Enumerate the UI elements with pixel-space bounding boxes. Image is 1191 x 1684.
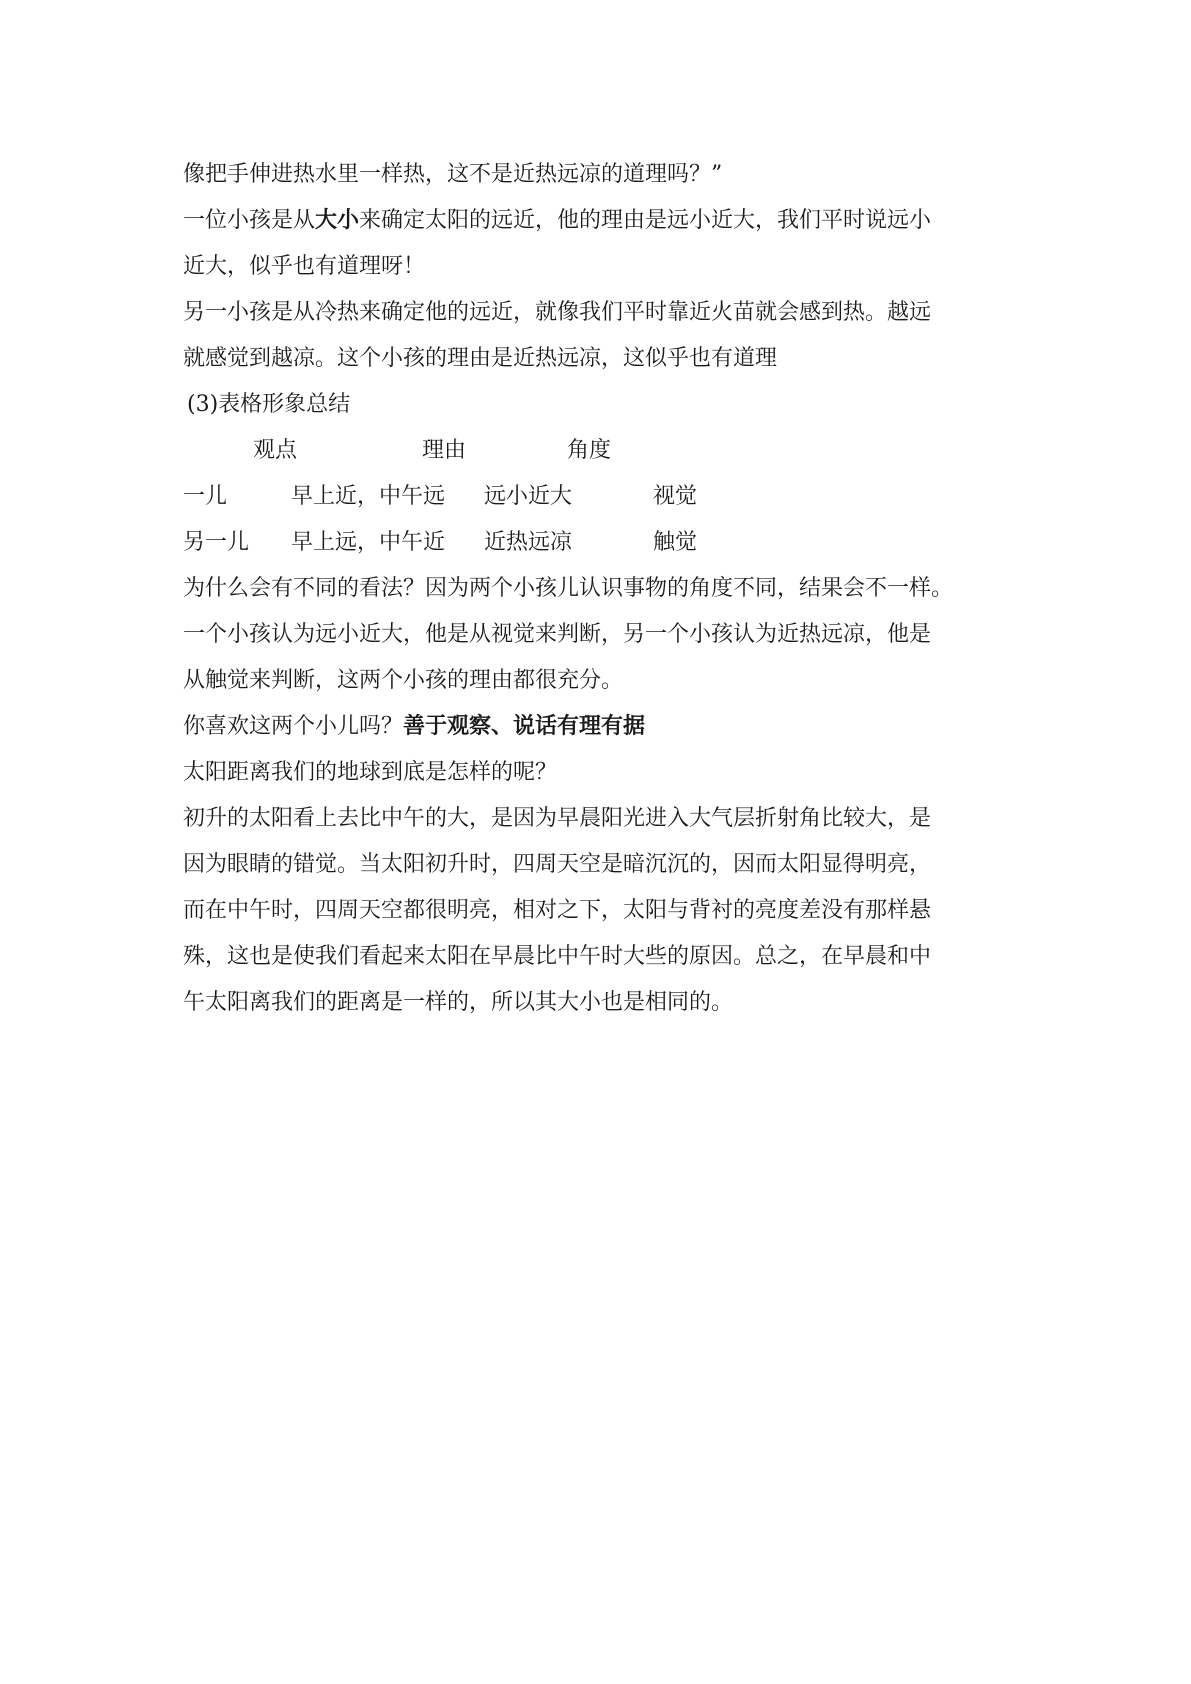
- paragraph-line: 因为眼睛的错觉。当太阳初升时，四周天空是暗沉沉的，因而太阳显得明亮，: [183, 852, 932, 877]
- table-cell: 一儿: [183, 484, 228, 509]
- table-cell: 远小近大: [484, 484, 573, 509]
- table-header: 观点: [253, 438, 298, 463]
- table-cell: 近热远凉: [484, 530, 573, 555]
- paragraph-line: 午太阳离我们的距离是一样的，所以其大小也是相同的。: [183, 990, 734, 1015]
- paragraph-line: 像把手伸进热水里一样热，这不是近热远凉的道理吗？”: [183, 162, 723, 187]
- paragraph-line: 初升的太阳看上去比中午的大，是因为早晨阳光进入大气层折射角比较大，是: [183, 806, 932, 831]
- table-cell: 触觉: [653, 530, 698, 555]
- paragraph-line: 另一小孩是从冷热来确定他的远近，就像我们平时靠近火苗就会感到热。越远: [183, 300, 932, 325]
- text-run: 你喜欢这两个小儿吗？: [183, 714, 404, 739]
- bold-emphasis: 善于观察、说话有理有据: [403, 714, 646, 739]
- paragraph-line: 从触觉来判断，这两个小孩的理由都很充分。: [183, 668, 624, 693]
- table-cell: 早上远，中午近: [291, 530, 446, 555]
- table-header: 理由: [422, 438, 467, 463]
- paragraph-line: [183, 712, 645, 742]
- text-run: 来确定太阳的远近，他的理由是远小近大，我们平时说远小: [359, 208, 932, 233]
- bold-emphasis: 大小: [315, 208, 360, 233]
- paragraph-line: 殊，这也是使我们看起来太阳在早晨比中午时大些的原因。总之，在早晨和中: [183, 944, 932, 969]
- section-heading: (3)表格形象总结: [187, 392, 351, 417]
- paragraph-line: 近大，似乎也有道理呀！: [183, 254, 426, 279]
- table-header: 角度: [567, 438, 612, 463]
- paragraph-line: 而在中午时，四周天空都很明亮，相对之下，太阳与背衬的亮度差没有那样悬: [183, 898, 932, 923]
- paragraph-line: 一个小孩认为远小近大，他是从视觉来判断，另一个小孩认为近热远凉，他是: [183, 622, 932, 647]
- text-run: 一位小孩是从: [183, 208, 316, 233]
- paragraph-line: [183, 206, 931, 236]
- paragraph-line: 为什么会有不同的看法？因为两个小孩儿认识事物的角度不同，结果会不一样。: [183, 576, 954, 601]
- paragraph-line: 太阳距离我们的地球到底是怎样的呢？: [183, 760, 558, 785]
- paragraph-line: 就感觉到越凉。这个小孩的理由是近热远凉，这似乎也有道理: [183, 346, 778, 371]
- table-cell: 早上近，中午远: [291, 484, 446, 509]
- table-cell: 另一儿: [183, 530, 250, 555]
- table-cell: 视觉: [653, 484, 698, 509]
